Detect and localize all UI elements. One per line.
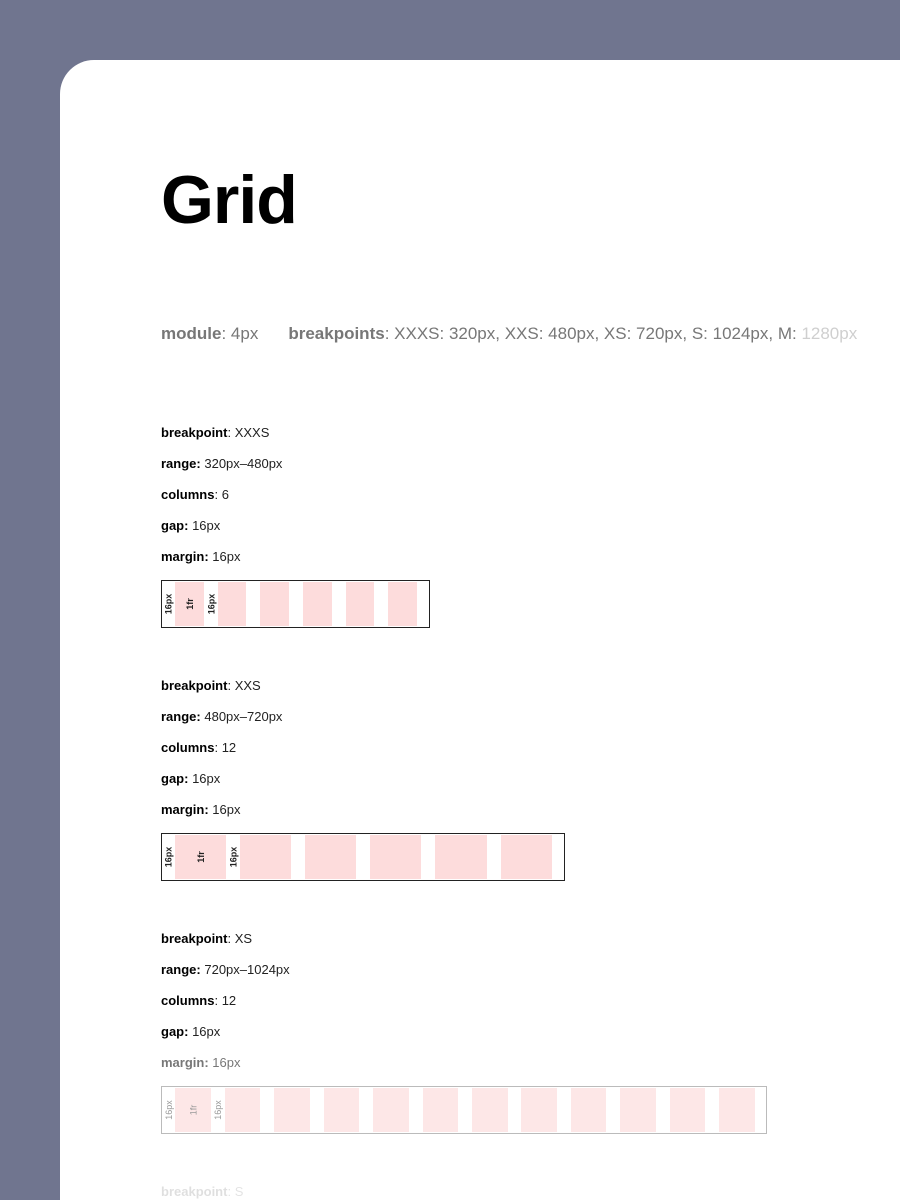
margin-marker: 16px: [163, 593, 174, 615]
grid-column: [305, 835, 356, 879]
grid-diagram-xs: [161, 1086, 767, 1134]
grid-column: [373, 1088, 409, 1132]
fr-marker: 1fr: [195, 851, 206, 863]
margin-marker: 16px: [163, 1100, 174, 1120]
columns-value: 6: [221, 487, 229, 502]
grid-diagram-xxxs: [161, 580, 430, 628]
columns-row: columns: 6: [161, 487, 229, 502]
grid-column: [240, 835, 291, 879]
breakpoint-value: XXS: [234, 678, 261, 693]
range-row: range: 320px–480px: [161, 456, 283, 471]
gap-value: 16px: [192, 518, 221, 533]
breakpoint-row: breakpoint: XS: [161, 931, 253, 946]
range-row: range: 720px–1024px: [161, 962, 290, 977]
gap-row: gap: 16px: [161, 771, 221, 786]
grid-column: [719, 1088, 755, 1132]
grid-column: [423, 1088, 458, 1132]
grid-column: [225, 1088, 260, 1132]
columns-value: 12: [221, 740, 237, 755]
gap-row: gap: 16px: [161, 518, 221, 533]
margin-row: margin: 16px: [161, 1055, 241, 1070]
grid-diagram-xxs: [161, 833, 565, 881]
grid-column: [218, 582, 246, 626]
grid-column: [472, 1088, 508, 1132]
gap-value: 16px: [192, 771, 221, 786]
breakpoint-value: S: [234, 1184, 244, 1199]
grid-column: [435, 835, 487, 879]
grid-column: [571, 1088, 606, 1132]
grid-column: [388, 582, 417, 626]
breakpoint-row: breakpoint: XXXS: [161, 425, 270, 440]
grid-column: [274, 1088, 310, 1132]
grid-column: [303, 582, 332, 626]
gap-value: 16px: [192, 1024, 221, 1039]
breakpoints-value: XXXS: 320px, XXS: 480px, XS: 720px, S: 1024px, M:: [394, 324, 802, 343]
breakpoint-section-xs: [161, 931, 767, 1134]
grid-column: [521, 1088, 557, 1132]
grid-meta: module: 4px breakpoints: XXXS: 320px, XXS: 480px, XS: 720px, S: 1024px, M: 1280px: [161, 324, 858, 343]
grid-column: [260, 582, 289, 626]
range-value: 320px–480px: [204, 456, 283, 471]
range-value: 720px–1024px: [204, 962, 290, 977]
columns-value: 12: [221, 993, 237, 1008]
breakpoint-value: XS: [234, 931, 253, 946]
breakpoint-section-xxs: [161, 678, 565, 881]
grid-column: [346, 582, 374, 626]
range-row: range: 480px–720px: [161, 709, 283, 724]
module-value: 4px: [230, 324, 259, 343]
grid-column: [501, 835, 552, 879]
grid-column: [620, 1088, 656, 1132]
margin-row: margin: 16px: [161, 549, 241, 564]
breakpoint-section-xxxs: [161, 425, 431, 628]
breakpoint-value: XXXS: [234, 425, 270, 440]
gap-marker: 16px: [213, 1100, 223, 1120]
breakpoints-value-tail: 1280px: [801, 324, 858, 343]
margin-value: 16px: [212, 549, 241, 564]
range-value: 480px–720px: [204, 709, 283, 724]
columns-row: columns: 12: [161, 993, 237, 1008]
gap-marker: 16px: [228, 846, 239, 868]
page-title: Grid: [161, 162, 297, 238]
grid-column: [324, 1088, 359, 1132]
gap-marker: 16px: [206, 593, 217, 615]
breakpoint-row: breakpoint: S: [161, 1184, 244, 1199]
gap-row: gap: 16px: [161, 1024, 221, 1039]
margin-value: 16px: [212, 1055, 241, 1070]
breakpoint-section-s: [161, 1184, 461, 1200]
content-card: [60, 60, 900, 1200]
margin-value: 16px: [212, 802, 241, 817]
margin-marker: 16px: [163, 846, 174, 868]
module-label: module: [161, 324, 222, 343]
columns-row: columns: 12: [161, 740, 237, 755]
breakpoints-label: breakpoints: [288, 324, 385, 343]
grid-column: [670, 1088, 705, 1132]
breakpoint-row: breakpoint: XXS: [161, 678, 261, 693]
grid-column: [370, 835, 421, 879]
margin-row: margin: 16px: [161, 802, 241, 817]
fr-marker: 1fr: [187, 1104, 198, 1116]
fr-marker: 1fr: [184, 598, 195, 610]
